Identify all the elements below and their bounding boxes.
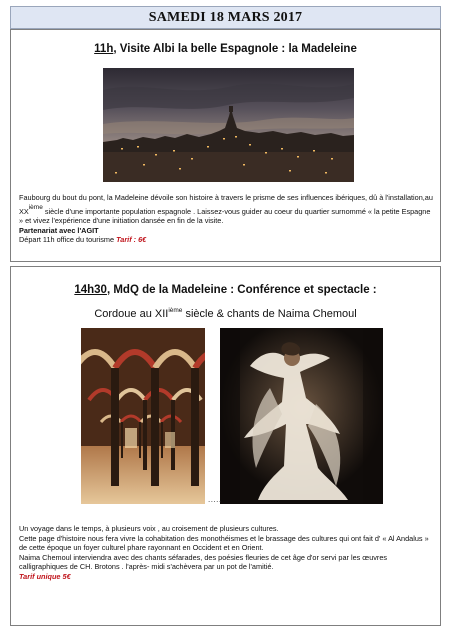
partner-line: Partenariat avec l'AGIT [19,225,99,235]
event-title [11,284,440,296]
depart-text: Départ 11h office du tourisme [19,235,117,245]
event-time: 11h [94,43,114,55]
event-description [19,193,434,245]
event-title-text: , MdQ de la Madeleine : Conférence et spectacle : [106,284,377,296]
description-line: Naima Chemoul interviendra avec des chants séfarades, des poésies fleuries de cet âge d'or servi par les œuvres calligraphiques de CH. Brotons . l'après- midi s'achèvera par un pot de l'amitié. [19,552,388,572]
event-panel-visite [10,29,441,262]
event-subtitle [11,307,440,320]
description-line: Cette page d'histoire nous fera vivre la cohabitation des monothéismes et le brassage des cultures qui ont fait d' « Al Andalus » de cette époque un foyer culturel phare rayonnant en Occident et en Orient. [19,533,429,553]
description-line: Un voyage dans le temps, à plusieurs voix , au croisement de plusieurs cultures. [19,524,279,533]
date-header [10,6,441,29]
mosque-arches-photo [81,328,205,504]
depart-line [19,235,434,245]
event-title-text: , Visite Albi la belle Espagnole : la Madeleine [113,43,357,55]
subtitle-part: Cordoue au XII [94,308,169,320]
event-time: 14h30 [74,284,107,296]
description-sup: ième [28,203,43,211]
event-title [11,43,440,55]
ellipsis-dots: ..... [208,495,222,504]
description-part: Faubourg du bout du pont, la Madeleine dévoile son histoire à travers le prisme de ses influences ibériques, dû à l'installation,au XX [19,193,433,216]
description-part: siècle d'une importante population espagnole . Laissez-vous guider au coeur du quartier surnommé « la petite Espagne » et vivez l'expérience d'une initiation dansée en fin de la visite. [19,206,431,226]
tarif-label: Tarif : 6€ [116,235,147,245]
subtitle-sup: ième [168,307,183,314]
date-title: SAMEDI 18 MARS 2017 [148,9,303,25]
subtitle-part: siècle & chants de Naima Chemoul [182,308,357,320]
dancer-photo [220,328,383,504]
event-panel-conference [10,266,441,626]
city-skyline-dusk-photo [103,68,354,182]
tarif-label: Tarif unique 5€ [19,571,71,581]
event-description [19,524,434,582]
